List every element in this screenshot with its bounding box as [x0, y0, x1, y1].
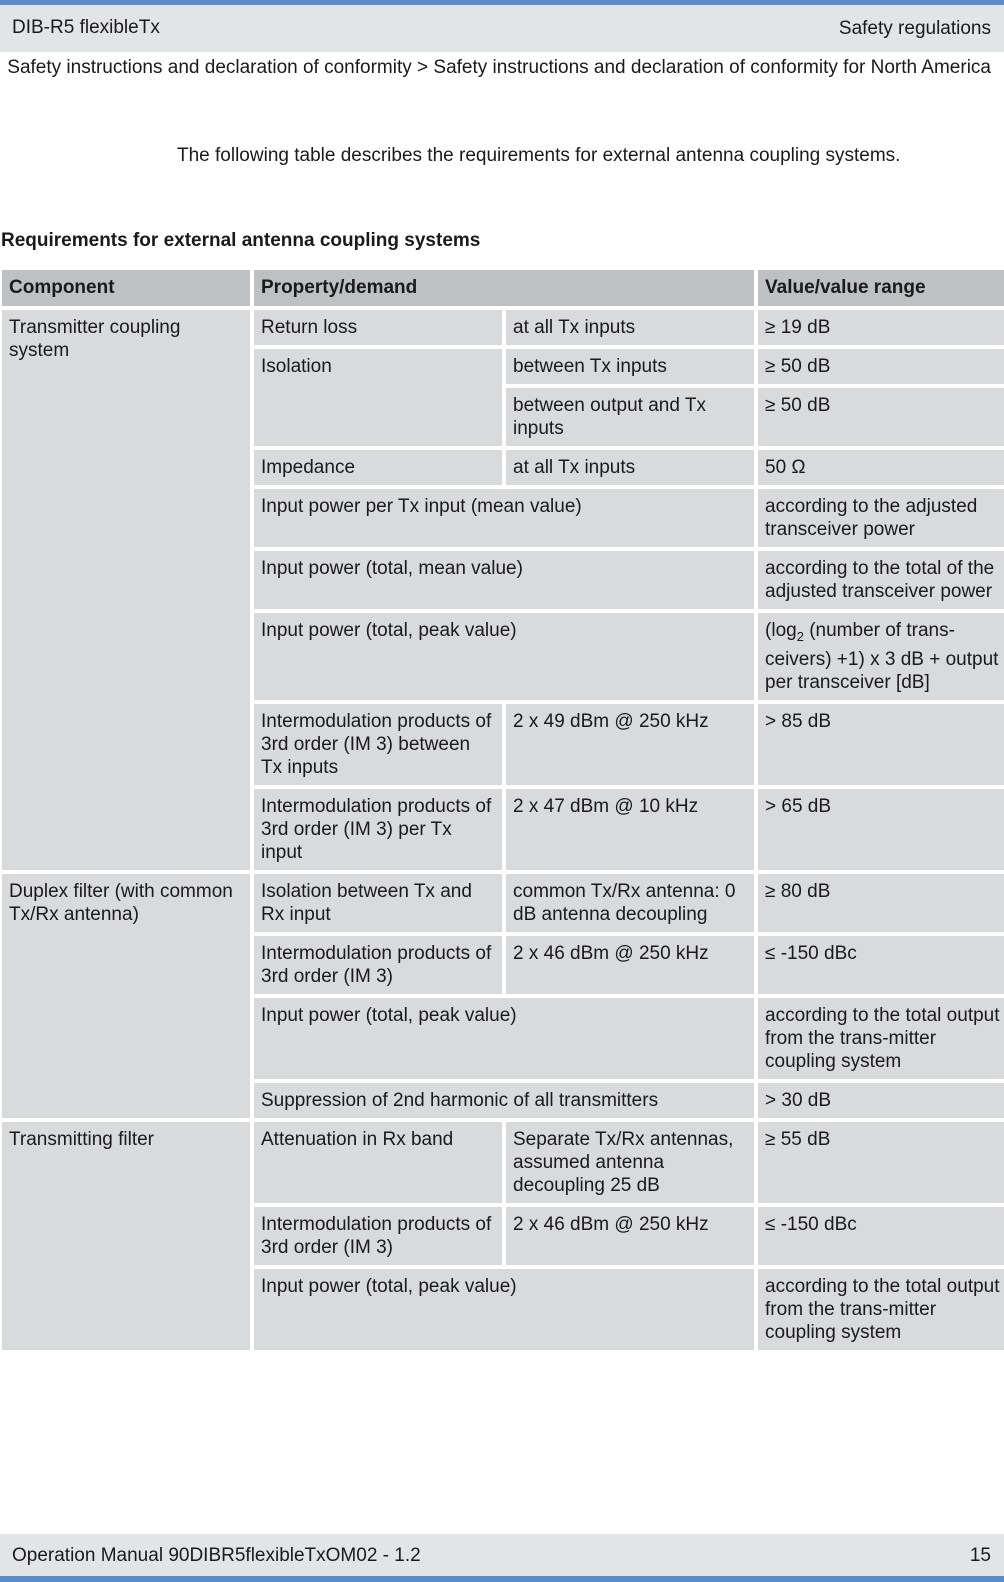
value-cell: ≤ -150 dBc [758, 1207, 1004, 1265]
manual-reference: Operation Manual 90DIBR5flexibleTxOM02 - 1.2 [12, 1545, 421, 1566]
condition-cell: between Tx inputs [506, 349, 754, 384]
property-cell: Input power (total, peak value) [254, 998, 754, 1079]
table-header-row [2, 270, 1004, 306]
condition-cell: 2 x 46 dBm @ 250 kHz [506, 1207, 754, 1265]
table-caption: Requirements for external antenna coupling systems [1, 230, 481, 251]
property-cell: Impedance [254, 450, 502, 485]
condition-cell: 2 x 47 dBm @ 10 kHz [506, 789, 754, 870]
value-cell: > 30 dB [758, 1083, 1004, 1118]
value-suffix: (number of trans-ceivers) +1) x 3 dB + output per transceiver [dB] [765, 620, 999, 693]
property-cell: Input power (total, peak value) [254, 613, 754, 700]
value-cell: ≤ -150 dBc [758, 936, 1004, 994]
condition-cell: at all Tx inputs [506, 310, 754, 345]
page-number: 15 [969, 1545, 991, 1566]
property-cell: Attenuation in Rx band [254, 1122, 502, 1203]
intro-paragraph: The following table describes the requirements for external antenna coupling systems. [177, 145, 901, 166]
value-cell: ≥ 55 dB [758, 1122, 1004, 1203]
property-cell: Intermodulation products of 3rd order (IM 3) [254, 1207, 502, 1265]
condition-cell: between output and Tx inputs [506, 388, 754, 446]
component-cell: Transmitter coupling system [2, 310, 250, 870]
log-base-subscript: 2 [796, 628, 804, 644]
property-cell: Suppression of 2nd harmonic of all transmitters [254, 1083, 754, 1118]
value-cell: according to the total output from the trans-mitter coupling system [758, 998, 1004, 1079]
value-cell: ≥ 50 dB [758, 349, 1004, 384]
property-cell: Intermodulation products of 3rd order (IM 3) per Tx input [254, 789, 502, 870]
table-row [2, 310, 1004, 345]
document-title: DIB-R5 flexibleTx [12, 17, 160, 38]
page-header [0, 0, 1004, 52]
property-cell: Input power per Tx input (mean value) [254, 489, 754, 547]
value-cell: ≥ 19 dB [758, 310, 1004, 345]
value-cell: according to the total output from the trans-mitter coupling system [758, 1269, 1004, 1350]
value-prefix: (log [765, 620, 797, 641]
value-cell: ≥ 50 dB [758, 388, 1004, 446]
property-cell: Return loss [254, 310, 502, 345]
value-cell: 50 Ω [758, 450, 1004, 485]
property-cell: Intermodulation products of 3rd order (IM 3) [254, 936, 502, 994]
property-cell: Input power (total, peak value) [254, 1269, 754, 1350]
header-property: Property/demand [254, 270, 754, 306]
property-cell: Isolation between Tx and Rx input [254, 874, 502, 932]
condition-cell: Separate Tx/Rx antennas, assumed antenna decoupling 25 dB [506, 1122, 754, 1203]
requirements-table [0, 266, 1004, 1354]
value-cell: ≥ 80 dB [758, 874, 1004, 932]
header-value: Value/value range [758, 270, 1004, 306]
component-cell: Duplex filter (with common Tx/Rx antenna) [2, 874, 250, 1118]
component-cell: Transmitting filter [2, 1122, 250, 1350]
value-cell [758, 613, 1004, 700]
page-footer [0, 1534, 1004, 1582]
property-cell: Isolation [254, 349, 502, 446]
value-cell: according to the adjusted transceiver power [758, 489, 1004, 547]
condition-cell: common Tx/Rx antenna: 0 dB antenna decoupling [506, 874, 754, 932]
property-cell: Input power (total, mean value) [254, 551, 754, 609]
header-component: Component [2, 270, 250, 306]
value-cell: > 85 dB [758, 704, 1004, 785]
condition-cell: 2 x 46 dBm @ 250 kHz [506, 936, 754, 994]
condition-cell: at all Tx inputs [506, 450, 754, 485]
table-row [2, 1122, 1004, 1203]
value-cell: according to the total of the adjusted transceiver power [758, 551, 1004, 609]
section-title: Safety regulations [838, 18, 991, 39]
value-cell: > 65 dB [758, 789, 1004, 870]
condition-cell: 2 x 49 dBm @ 250 kHz [506, 704, 754, 785]
breadcrumb: Safety instructions and declaration of conformity > Safety instructions and declaration of conformity for North America [7, 57, 991, 78]
property-cell: Intermodulation products of 3rd order (IM 3) between Tx inputs [254, 704, 502, 785]
table-row [2, 874, 1004, 932]
